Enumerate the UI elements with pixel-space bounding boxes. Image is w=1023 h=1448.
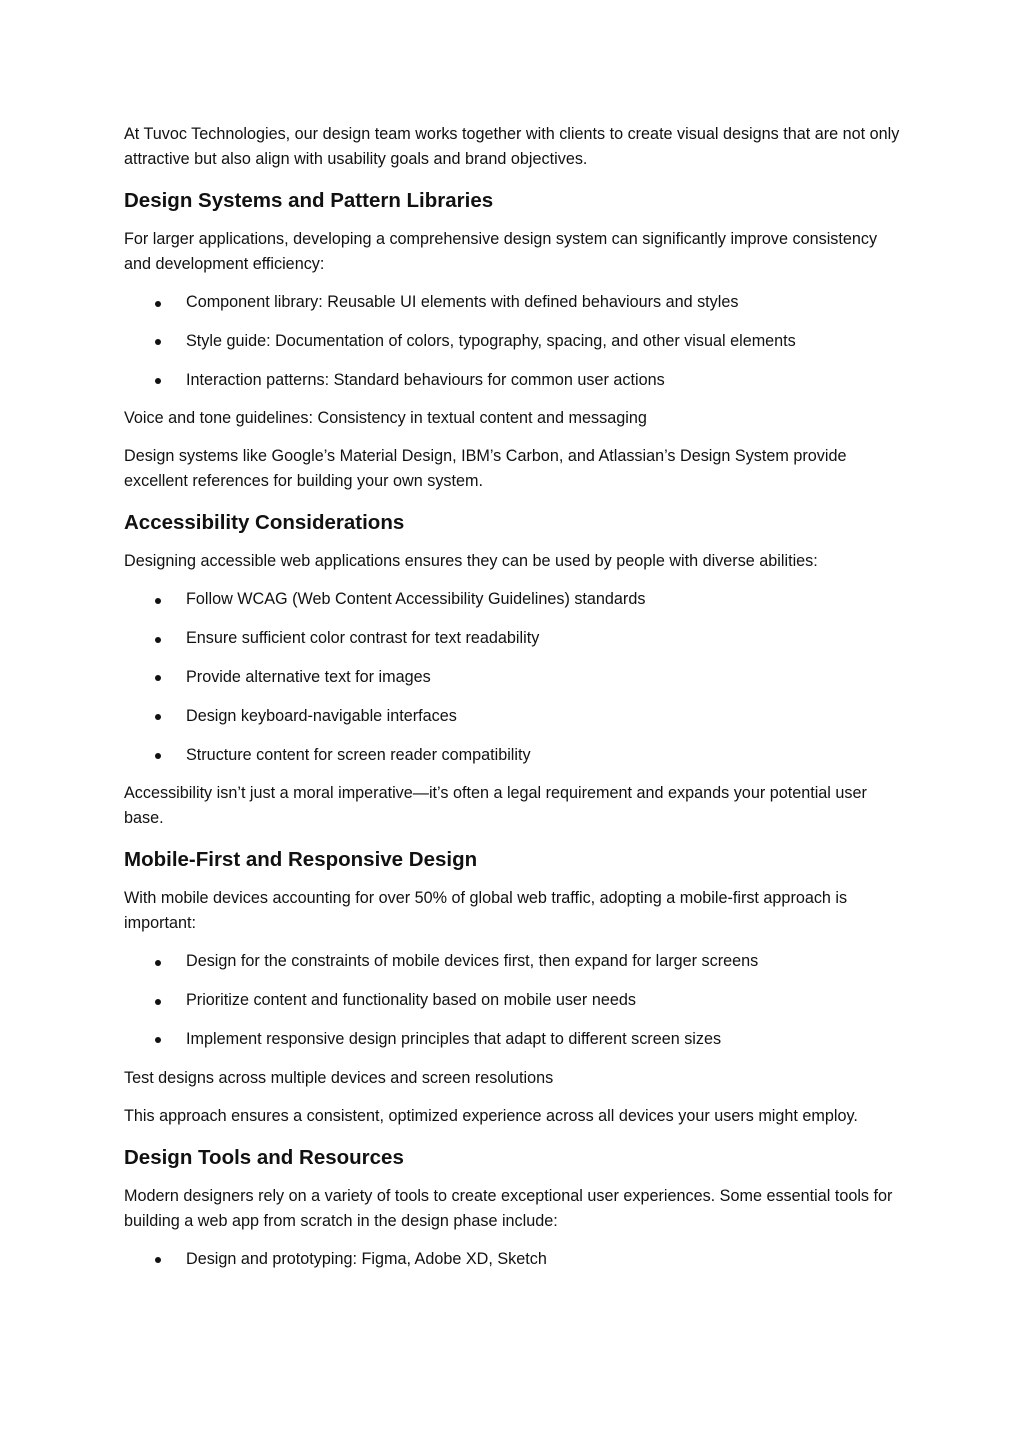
bullet-icon xyxy=(155,637,161,643)
list-item: Design and prototyping: Figma, Adobe XD, Sketch xyxy=(124,1247,904,1272)
list-item: Follow WCAG (Web Content Accessibility Guidelines) standards xyxy=(124,587,904,612)
bullet-icon xyxy=(155,999,161,1005)
list-item: Structure content for screen reader compatibility xyxy=(124,743,904,768)
body-paragraph: Test designs across multiple devices and screen resolutions xyxy=(124,1068,554,1087)
body-paragraph: This approach ensures a consistent, optimized experience across all devices your users might employ. xyxy=(124,1106,858,1125)
body-paragraph: Accessibility isn’t just a moral imperative—it’s often a legal requirement and expands your potential user base. xyxy=(124,784,867,828)
bullet-icon xyxy=(155,598,161,604)
section-heading-accessibility: Accessibility Considerations xyxy=(124,511,405,535)
bullet-icon xyxy=(155,753,161,759)
bullet-list xyxy=(124,587,904,767)
body-paragraph: Design systems like Google’s Material Design, IBM’s Carbon, and Atlassian’s Design System provide excellent references for building your own system. xyxy=(124,447,847,491)
list-item: Prioritize content and functionality based on mobile user needs xyxy=(124,988,904,1013)
body-paragraph: Voice and tone guidelines: Consistency in textual content and messaging xyxy=(124,409,647,428)
bullet-icon xyxy=(155,301,161,307)
list-item: Style guide: Documentation of colors, typography, spacing, and other visual elements xyxy=(124,329,904,354)
bullet-list xyxy=(124,1247,904,1272)
section-heading-mobile-first: Mobile-First and Responsive Design xyxy=(124,848,478,872)
bullet-icon xyxy=(155,1037,161,1043)
section-lead: Designing accessible web applications ensures they can be used by people with diverse abilities: xyxy=(124,552,818,571)
bullet-icon xyxy=(155,675,161,681)
section-heading-design-systems: Design Systems and Pattern Libraries xyxy=(124,189,494,212)
list-item: Interaction patterns: Standard behaviours for common user actions xyxy=(124,368,904,393)
bullet-icon xyxy=(155,960,161,966)
list-item: Design for the constraints of mobile devices first, then expand for larger screens xyxy=(124,949,904,974)
list-item: Provide alternative text for images xyxy=(124,665,904,690)
section-lead: Modern designers rely on a variety of tools to create exceptional user experiences. Some essential tools for building a web app from scratch in the design phase include: xyxy=(124,1186,893,1230)
bullet-list xyxy=(124,290,904,393)
section-lead: With mobile devices accounting for over 50% of global web traffic, adopting a mobile-first approach is important: xyxy=(124,889,848,933)
bullet-icon xyxy=(155,1257,161,1263)
intro-paragraph: At Tuvoc Technologies, our design team works together with clients to create visual designs that are not only attractive but also align with usability goals and brand objectives. xyxy=(124,125,900,168)
document-page xyxy=(124,122,904,1286)
list-item: Design keyboard-navigable interfaces xyxy=(124,704,904,729)
bullet-list xyxy=(124,949,904,1052)
bullet-icon xyxy=(155,339,161,345)
section-lead: For larger applications, developing a comprehensive design system can significantly improve consistency and development efficiency: xyxy=(124,230,878,273)
section-heading-design-tools: Design Tools and Resources xyxy=(124,1145,404,1169)
list-item: Ensure sufficient color contrast for text readability xyxy=(124,626,904,651)
bullet-icon xyxy=(155,378,161,384)
list-item: Component library: Reusable UI elements with defined behaviours and styles xyxy=(124,290,904,315)
bullet-icon xyxy=(155,714,161,720)
list-item: Implement responsive design principles that adapt to different screen sizes xyxy=(124,1027,904,1052)
